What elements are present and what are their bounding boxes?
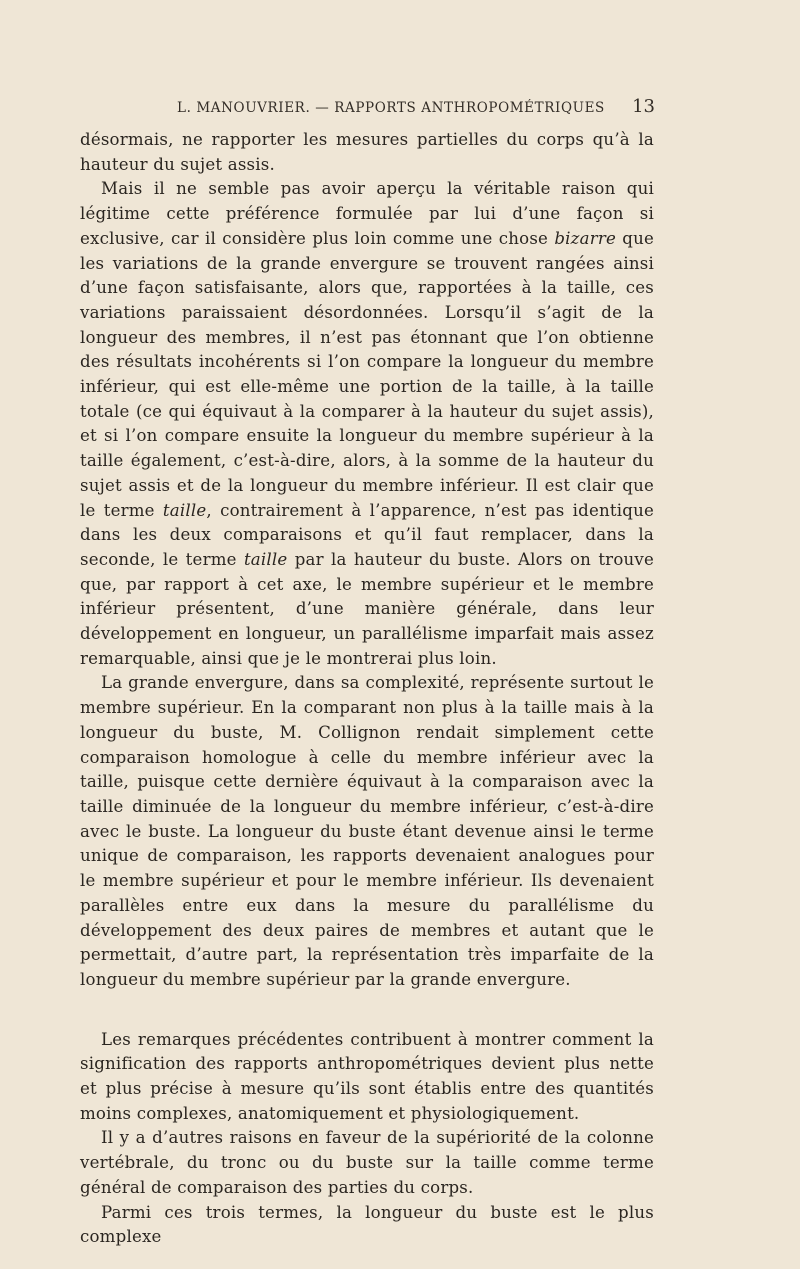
running-title: L. MANOUVRIER. — RAPPORTS ANTHROPOMÉTRIQUES [177,100,605,116]
text-run: que les variations de la grande envergure se trouvent rangées ainsi d’une façon satisfaisante, alors que, rapportées à la taille, ces variations paraissaient désordonnées. Lorsqu’il s’agit de la longueur des membres, il n’est pas étonnant que l’on obtienne des résultats incohérents si l’on compare la longueur du membre inférieur, qui est elle-même une portion de la taille, à la taille totale (ce qui équivaut à la comparer à la hauteur du sujet assis), et si l’on compare ensuite la longueur du membre supérieur à la taille également, c’est-à-dire, alors, à la somme de la hauteur du sujet assis et de la longueur du membre inférieur. Il est clair que le terme [80,228,654,520]
paragraph [80,671,654,992]
paragraph [80,128,654,177]
page-number: 13 [632,96,655,117]
body-text [80,128,654,1250]
italic-term: taille [162,500,207,520]
text-run: désormais, ne rapporter les mesures partielles du corps qu’à la hauteur du sujet assis. [80,130,654,174]
italic-term: taille [243,549,288,569]
paragraph [80,1028,654,1127]
text-run: Mais il ne semble pas avoir aperçu la véritable raison qui légitime cette préférence formulée par lui d’une façon si exclusive, car il considère plus loin comme une chose [80,179,654,248]
running-header [177,96,655,117]
section-gap [80,993,654,1028]
paragraph [80,1126,654,1200]
text-run: Les remarques précédentes contribuent à montrer comment la signification des rapports anthropométriques devient plus nette et plus précise à mesure qu’ils sont établis entre des quantités moins complexes, anatomiquement et physiologiquement. [80,1029,654,1123]
italic-term: bizarre [554,228,616,248]
text-run: par la hauteur du buste. Alors on trouve que, par rapport à cet axe, le membre supérieur et le membre inférieur présentent, d’une manière générale, dans leur développement en longueur, un parallélisme imparfait mais assez remarquable, ainsi que je le montrerai plus loin. [80,549,654,668]
text-run: Il y a d’autres raisons en faveur de la supériorité de la colonne vertébrale, du tronc ou du buste sur la taille comme terme général de comparaison des parties du corps. [80,1128,654,1197]
text-run: , contrairement à l’apparence, n’est pas identique dans les deux comparaisons et qu’il faut remplacer, dans la seconde, le terme [80,500,654,569]
paragraph [80,177,654,671]
text-run: La grande envergure, dans sa complexité, représente surtout le membre supérieur. En la comparant non plus à la taille mais à la longueur du buste, M. Collignon rendait simplement cette comparaison homologue à celle du membre inférieur avec la taille, puisque cette dernière équivaut à la comparaison avec la taille diminuée de la longueur du membre inférieur, c’est-à-dire avec le buste. La longueur du buste étant devenue ainsi le terme unique de comparaison, les rapports devenaient analogues pour le membre supérieur et pour le membre inférieur. Ils devenaient parallèles entre eux dans la mesure du parallélisme du développement des deux paires de membres et autant que le permettait, d’autre part, la représentation très imparfaite de la longueur du membre supérieur par la grande envergure. [80,673,654,989]
text-run: Parmi ces trois termes, la longueur du buste est le plus complexe [80,1202,654,1247]
paragraph [80,1201,654,1250]
